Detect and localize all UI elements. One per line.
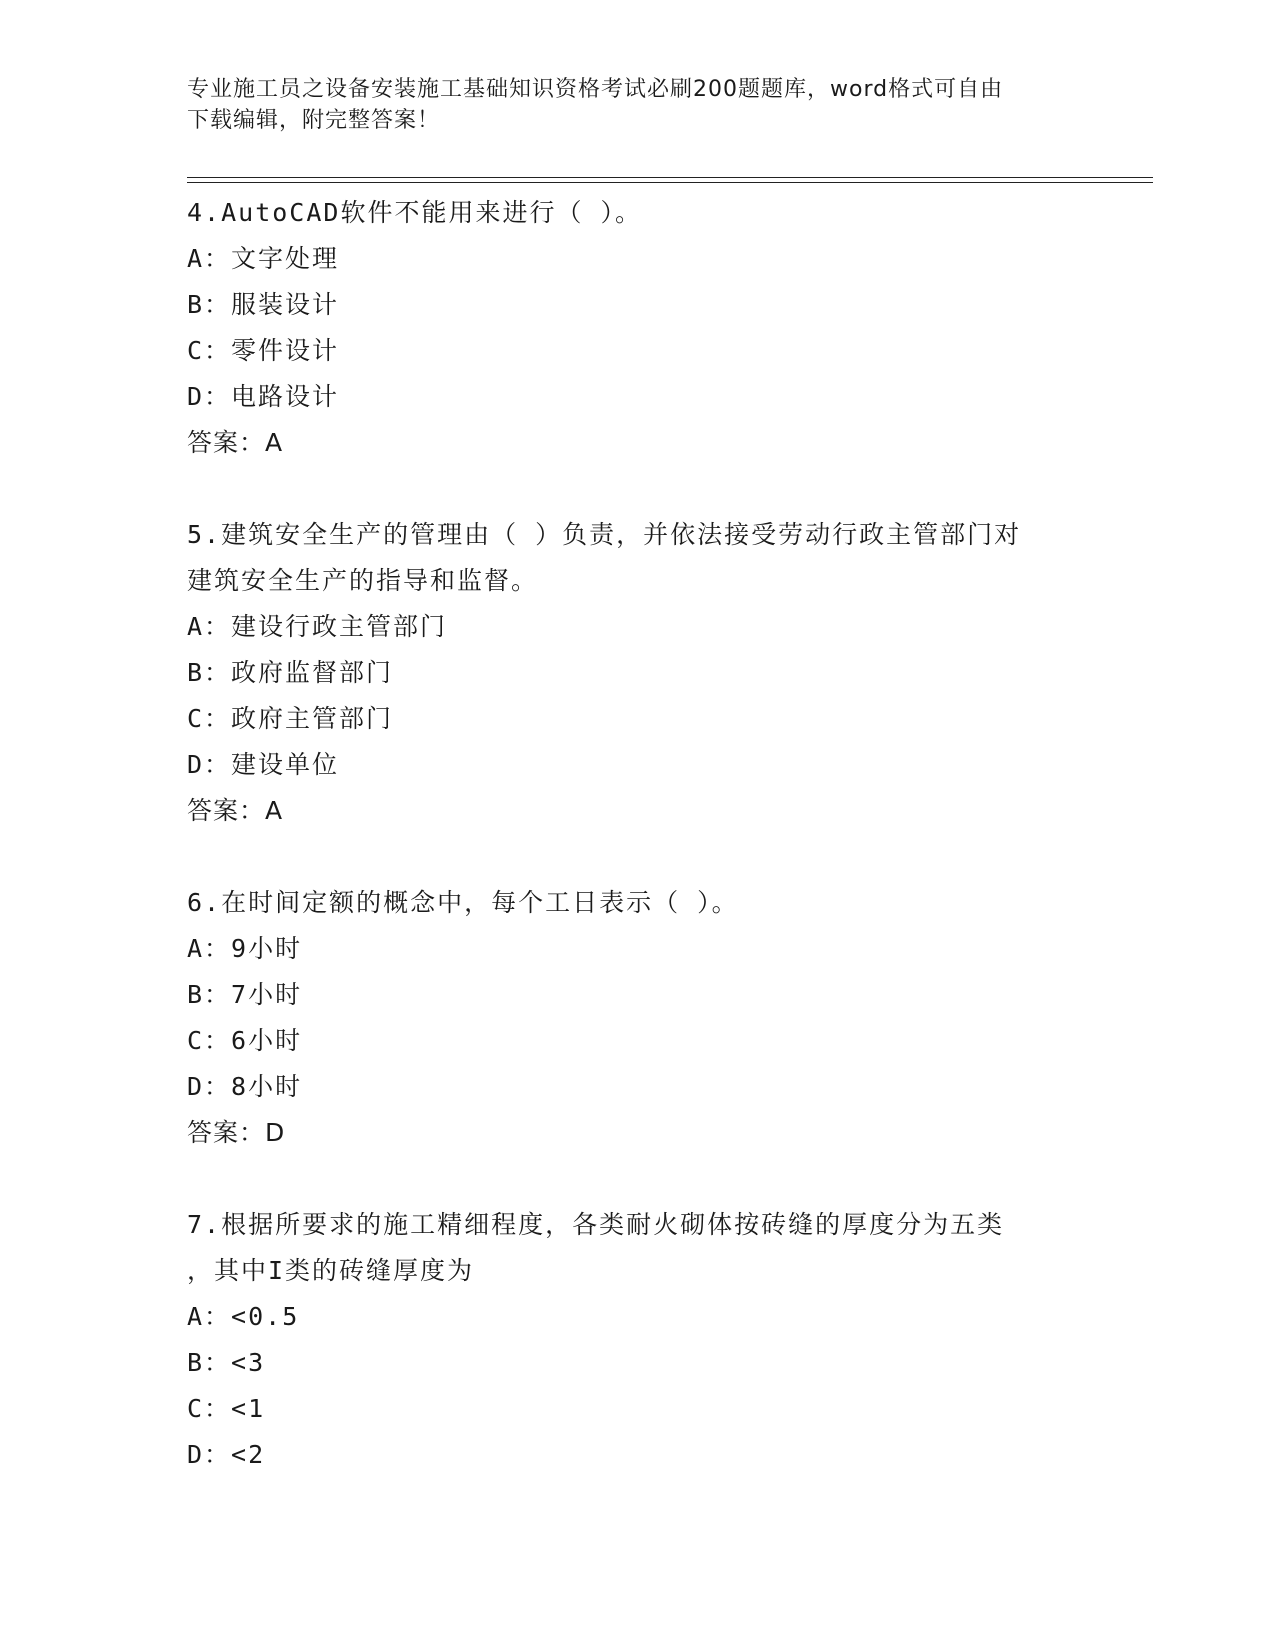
header-line-2: 下载编辑，附完整答案！ — [187, 108, 441, 133]
option-c: C：6小时 — [187, 1026, 303, 1055]
header-line-1: 专业施工员之设备安装施工基础知识资格考试必刷200题题库，word格式可自由 — [187, 77, 1004, 102]
answer: 答案：D — [187, 1118, 286, 1147]
option-c: C：零件设计 — [187, 336, 340, 365]
header-rule-top — [187, 177, 1153, 178]
option-a: A：<0.5 — [187, 1302, 300, 1331]
option-d: D：电路设计 — [187, 382, 340, 411]
answer: 答案：A — [187, 428, 284, 457]
question-text: 4.AutoCAD软件不能用来进行（ ）。 — [187, 198, 643, 227]
option-d: D：8小时 — [187, 1072, 303, 1101]
option-d: D：建设单位 — [187, 750, 340, 779]
option-a: A：9小时 — [187, 934, 303, 963]
question-list — [187, 190, 1087, 1524]
question-text-continued: 建筑安全生产的指导和监督。 — [187, 566, 539, 595]
question-text: 6.在时间定额的概念中，每个工日表示（ ）。 — [187, 888, 739, 917]
document-header — [187, 74, 1087, 136]
option-c: C：政府主管部门 — [187, 704, 394, 733]
question-6 — [187, 880, 1087, 1156]
option-d: D：<2 — [187, 1440, 266, 1469]
header-rule-bottom — [187, 182, 1153, 183]
option-b: B：<3 — [187, 1348, 266, 1377]
option-a: A：文字处理 — [187, 244, 340, 273]
answer: 答案：A — [187, 796, 284, 825]
option-b: B：政府监督部门 — [187, 658, 394, 687]
question-text: 7.根据所要求的施工精细程度，各类耐火砌体按砖缝的厚度分为五类 — [187, 1210, 1005, 1239]
option-b: B：7小时 — [187, 980, 303, 1009]
question-text-continued: ，其中I类的砖缝厚度为 — [187, 1256, 475, 1285]
option-b: B：服装设计 — [187, 290, 340, 319]
option-c: C：<1 — [187, 1394, 266, 1423]
question-5 — [187, 512, 1087, 834]
question-7 — [187, 1202, 1087, 1478]
option-a: A：建设行政主管部门 — [187, 612, 448, 641]
question-4 — [187, 190, 1087, 466]
question-text: 5.建筑安全生产的管理由（ ）负责，并依法接受劳动行政主管部门对 — [187, 520, 1022, 549]
